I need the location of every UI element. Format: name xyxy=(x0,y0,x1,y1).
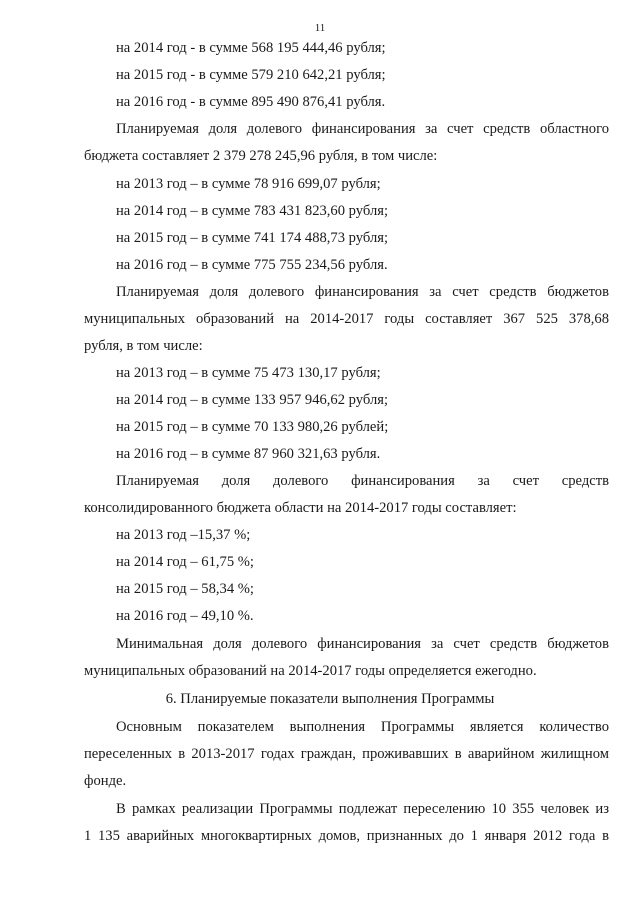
list-item: на 2016 год - в сумме 895 490 876,41 рубля. xyxy=(116,94,386,110)
list-item: на 2015 год – в сумме 70 133 980,26 рублей; xyxy=(116,419,389,435)
paragraph-line: муниципальных образований на 2014-2017 годы составляет 367 525 378,68 xyxy=(84,311,609,327)
paragraph-line: 1 135 аварийных многоквартирных домов, признанных до 1 января 2012 года в xyxy=(84,828,609,844)
list-item: на 2014 год – в сумме 133 957 946,62 рубля; xyxy=(116,392,388,408)
paragraph-line: Основным показателем выполнения Программы является количество xyxy=(116,719,609,735)
paragraph-line: бюджета составляет 2 379 278 245,96 рубля, в том числе: xyxy=(84,148,438,164)
paragraph-line: В рамках реализации Программы подлежат переселению 10 355 человек из xyxy=(116,801,609,817)
paragraph-line: консолидированного бюджета области на 2014-2017 годы составляет: xyxy=(84,500,517,516)
list-item: на 2013 год –15,37 %; xyxy=(116,527,251,543)
list-item: на 2015 год – 58,34 %; xyxy=(116,581,254,597)
list-item: на 2016 год – в сумме 87 960 321,63 рубля. xyxy=(116,446,381,462)
list-item: на 2014 год – в сумме 783 431 823,60 рубля; xyxy=(116,203,388,219)
paragraph-line: рубля, в том числе: xyxy=(84,338,203,354)
paragraph-line: Планируемая доля долевого финансирования за счет средств xyxy=(116,473,609,489)
list-item: на 2014 год – 61,75 %; xyxy=(116,554,254,570)
page-number: 11 xyxy=(314,22,326,34)
paragraph-line: Минимальная доля долевого финансирования за счет средств бюджетов xyxy=(116,636,609,652)
list-item: на 2015 год – в сумме 741 174 488,73 рубля; xyxy=(116,230,388,246)
list-item: на 2013 год – в сумме 75 473 130,17 рубля; xyxy=(116,365,381,381)
paragraph-line: муниципальных образований на 2014-2017 годы определяется ежегодно. xyxy=(84,663,537,679)
paragraph-line: Планируемая доля долевого финансирования за счет средств бюджетов xyxy=(116,284,609,300)
list-item: на 2015 год - в сумме 579 210 642,21 рубля; xyxy=(116,67,386,83)
list-item: на 2016 год – 49,10 %. xyxy=(116,608,254,624)
list-item: на 2013 год – в сумме 78 916 699,07 рубля; xyxy=(116,176,381,192)
list-item: на 2014 год - в сумме 568 195 444,46 рубля; xyxy=(116,40,386,56)
section-heading: 6. Планируемые показатели выполнения Программы xyxy=(165,691,495,707)
list-item: на 2016 год – в сумме 775 755 234,56 рубля. xyxy=(116,257,388,273)
paragraph-line: Планируемая доля долевого финансирования за счет средств областного xyxy=(116,121,609,137)
paragraph-line: фонде. xyxy=(84,773,127,789)
paragraph-line: переселенных в 2013-2017 годах граждан, проживавших в аварийном жилищном xyxy=(84,746,609,762)
